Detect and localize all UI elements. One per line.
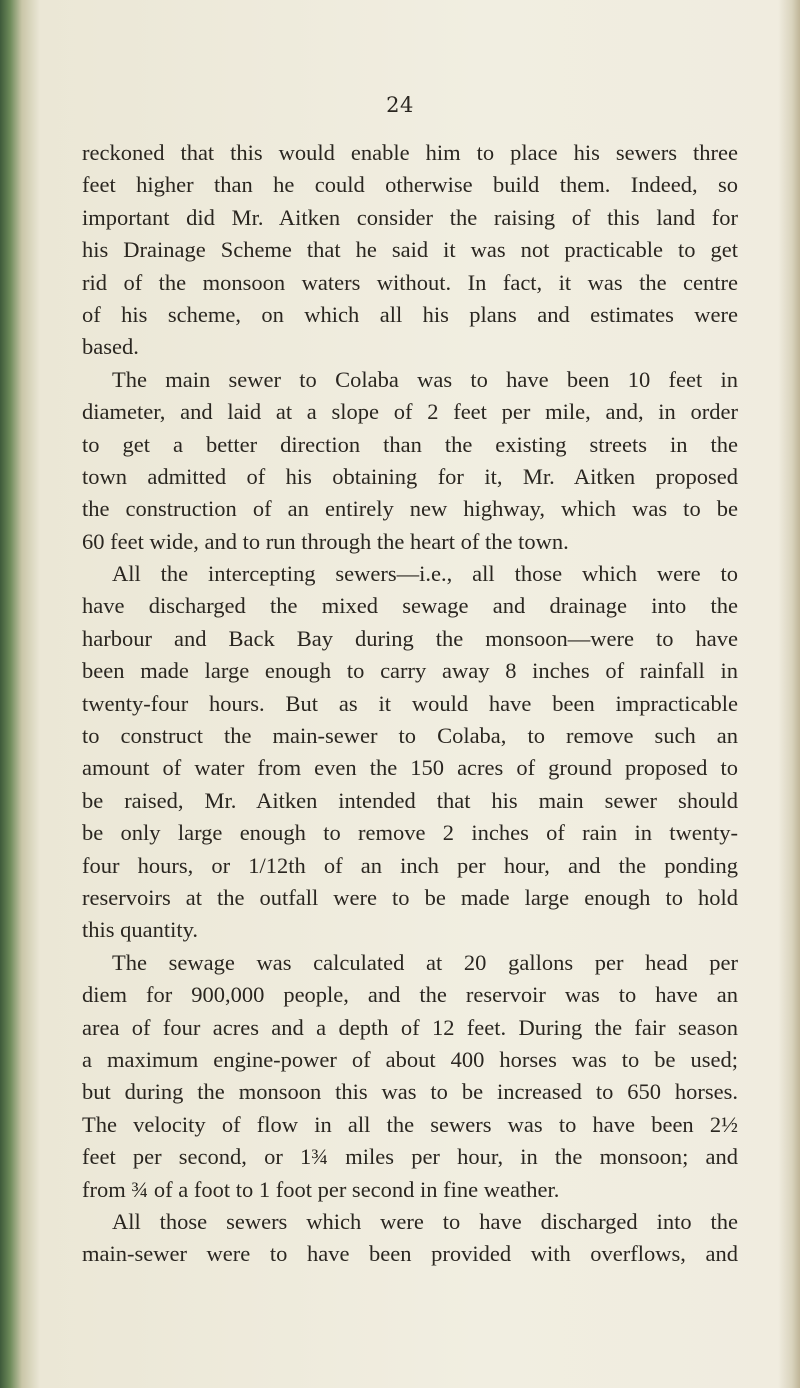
- page-edge-shadow: [778, 0, 800, 1388]
- text-line: from ¾ of a foot to 1 foot per second in fine weather.: [82, 1176, 560, 1202]
- text-line: a maximum engine-power of about 400 horses was to be used;: [82, 1046, 738, 1072]
- paragraph-start-line: All those sewers which were to have discharged into the: [112, 1208, 738, 1234]
- text-line: four hours, or 1/12th of an inch per hour, and the ponding: [82, 852, 738, 878]
- text-line: diameter, and laid at a slope of 2 feet per mile, and, in order: [82, 399, 738, 425]
- text-line: his Drainage Scheme that he said it was not practicable to get: [82, 237, 738, 263]
- text-line: The velocity of flow in all the sewers was to have been 2½: [82, 1111, 738, 1137]
- text-line: be raised, Mr. Aitken intended that his main sewer should: [82, 787, 738, 813]
- text-line: important did Mr. Aitken consider the raising of this land for: [82, 204, 738, 230]
- text-line: reckoned that this would enable him to place his sewers three: [82, 140, 738, 165]
- page-number: 24: [386, 93, 414, 117]
- text-line: main-sewer were to have been provided with overflows, and: [82, 1241, 738, 1267]
- paragraph-start-line: The main sewer to Colaba was to have been 10 feet in: [112, 366, 738, 392]
- text-line: been made large enough to carry away 8 inches of rainfall in: [82, 658, 738, 684]
- text-line: be only large enough to remove 2 inches of rain in twenty-: [82, 820, 738, 846]
- text-line: rid of the monsoon waters without. In fact, it was the centre: [82, 269, 738, 295]
- text-line: to construct the main-sewer to Colaba, to remove such an: [82, 723, 738, 749]
- text-line: the construction of an entirely new highway, which was to be: [82, 496, 738, 522]
- text-line: town admitted of his obtaining for it, Mr. Aitken proposed: [82, 463, 738, 489]
- text-line: 60 feet wide, and to run through the heart of the town.: [82, 528, 569, 554]
- text-line: based.: [82, 334, 139, 360]
- body-text: [82, 137, 738, 1271]
- text-line: area of four acres and a depth of 12 feet. During the fair season: [82, 1014, 738, 1040]
- text-line: diem for 900,000 people, and the reservoir was to have an: [82, 982, 738, 1008]
- text-line: to get a better direction than the existing streets in the: [82, 431, 738, 457]
- text-line: of his scheme, on which all his plans and estimates were: [82, 301, 738, 327]
- text-line: twenty-four hours. But as it would have been impracticable: [82, 690, 738, 716]
- text-line: feet higher than he could otherwise build them. Indeed, so: [82, 172, 738, 198]
- text-line: but during the monsoon this was to be increased to 650 horses.: [82, 1079, 738, 1105]
- text-line: harbour and Back Bay during the monsoon—were to have: [82, 625, 738, 651]
- text-line: reservoirs at the outfall were to be made large enough to hold: [82, 884, 738, 910]
- paragraph-start-line: All the intercepting sewers—i.e., all those which were to: [112, 561, 738, 587]
- paragraph-start-line: The sewage was calculated at 20 gallons per head per: [112, 949, 738, 975]
- text-line: feet per second, or 1¾ miles per hour, in the monsoon; and: [82, 1144, 738, 1170]
- text-line: have discharged the mixed sewage and drainage into the: [82, 593, 738, 619]
- text-line: amount of water from even the 150 acres of ground proposed to: [82, 755, 738, 781]
- text-line: this quantity.: [82, 917, 199, 943]
